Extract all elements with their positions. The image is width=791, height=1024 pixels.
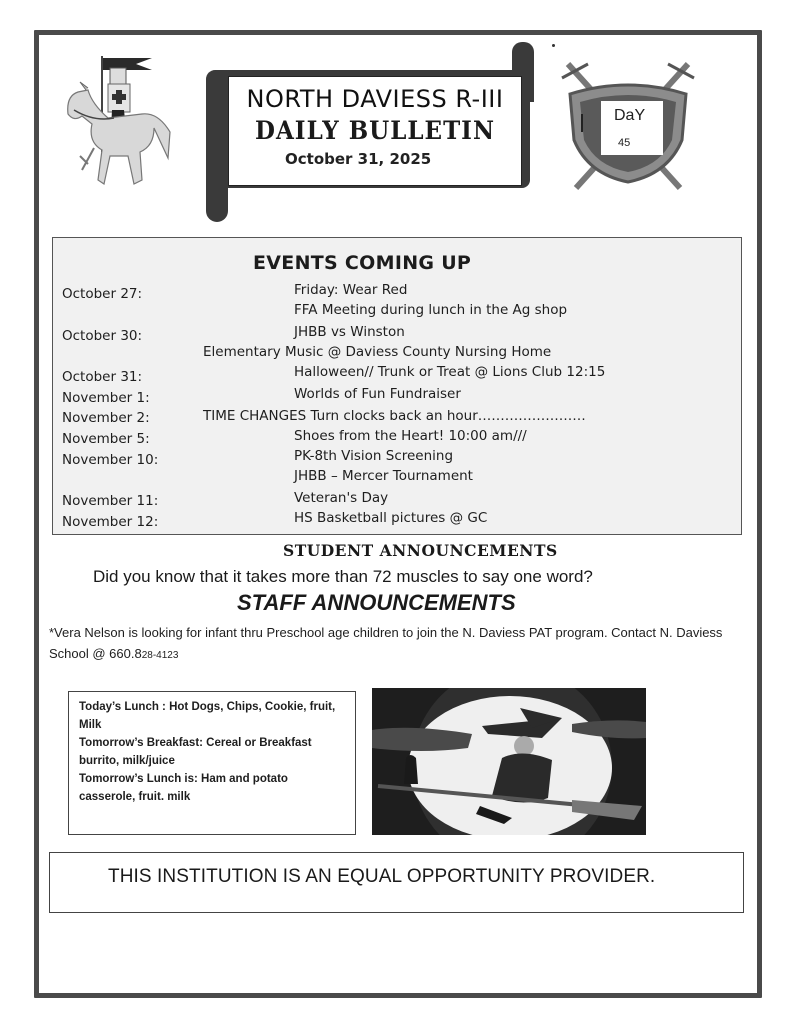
events-title: EVENTS COMING UP — [253, 252, 472, 274]
event-date: October 30: — [62, 328, 143, 344]
day-number: 45 — [618, 137, 631, 149]
event-text: TIME CHANGES Turn clocks back an hour…………………… — [203, 408, 586, 424]
event-text: JHBB – Mercer Tournament — [294, 468, 473, 484]
title-banner — [206, 68, 536, 218]
student-announcement-text: Did you know that it takes more than 72 muscles to say one word? — [93, 567, 593, 586]
staff-announcement-phone-tail: 28-4123 — [141, 650, 179, 661]
student-announcements-title: STUDENT ANNOUNCEMENTS — [283, 541, 558, 560]
scan-speck — [552, 44, 555, 47]
school-name: NORTH DAVIESS R-III — [246, 85, 504, 113]
day-counter-box — [601, 101, 663, 155]
event-date: November 12: — [62, 514, 159, 530]
tomorrows-breakfast: Tomorrow’s Breakfast: Cereal or Breakfast burrito, milk/juice — [79, 737, 312, 767]
event-text: Shoes from the Heart! 10:00 am/// — [294, 428, 527, 444]
event-date: November 5: — [62, 431, 150, 447]
bulletin-title: DAILY BULLETIN — [255, 115, 495, 146]
event-date: October 27: — [62, 286, 143, 302]
day-label: DaY — [614, 107, 646, 124]
equal-opportunity-statement: THIS INSTITUTION IS AN EQUAL OPPORTUNITY PROVIDER. — [108, 866, 656, 887]
bulletin-date: October 31, 2025 — [285, 150, 432, 168]
event-text: PK-8th Vision Screening — [294, 448, 454, 464]
event-text: Worlds of Fun Fundraiser — [294, 386, 461, 402]
event-text: Friday: Wear Red — [294, 282, 408, 298]
event-text: HS Basketball pictures @ GC — [294, 510, 488, 526]
title-box — [228, 76, 522, 186]
event-text: Halloween// Trunk or Treat @ Lions Club 12:15 — [294, 364, 606, 380]
event-date: November 2: — [62, 410, 150, 426]
equal-opportunity-box — [49, 852, 744, 913]
tomorrows-lunch: Tomorrow’s Lunch is: Ham and potato casserole, fruit. milk — [79, 773, 288, 803]
event-date: October 31: — [62, 369, 143, 385]
event-text: JHBB vs Winston — [294, 324, 405, 340]
knight-on-horse-icon — [58, 52, 178, 202]
event-date: November 10: — [62, 452, 159, 468]
staff-announcement-main: *Vera Nelson is looking for infant thru Preschool age children to join the N. Daviess PAT program. Contact N. Daviess School @ 660.8 — [49, 625, 723, 661]
witch-on-broom-image — [372, 688, 646, 835]
event-date: November 11: — [62, 493, 159, 509]
todays-lunch: Today’s Lunch : Hot Dogs, Chips, Cookie, fruit, Milk — [79, 701, 336, 731]
staff-announcement-text — [49, 622, 749, 666]
event-text: Veteran's Day — [294, 490, 389, 506]
lunch-menu-box — [68, 691, 356, 835]
event-text: FFA Meeting during lunch in the Ag shop — [294, 302, 568, 318]
event-text: Elementary Music @ Daviess County Nursing Home — [203, 344, 552, 360]
banner-scroll-roll-left — [206, 70, 228, 222]
events-coming-up-box — [52, 237, 742, 535]
event-date: November 1: — [62, 390, 150, 406]
staff-announcements-title: STAFF ANNOUNCEMENTS — [237, 590, 516, 615]
